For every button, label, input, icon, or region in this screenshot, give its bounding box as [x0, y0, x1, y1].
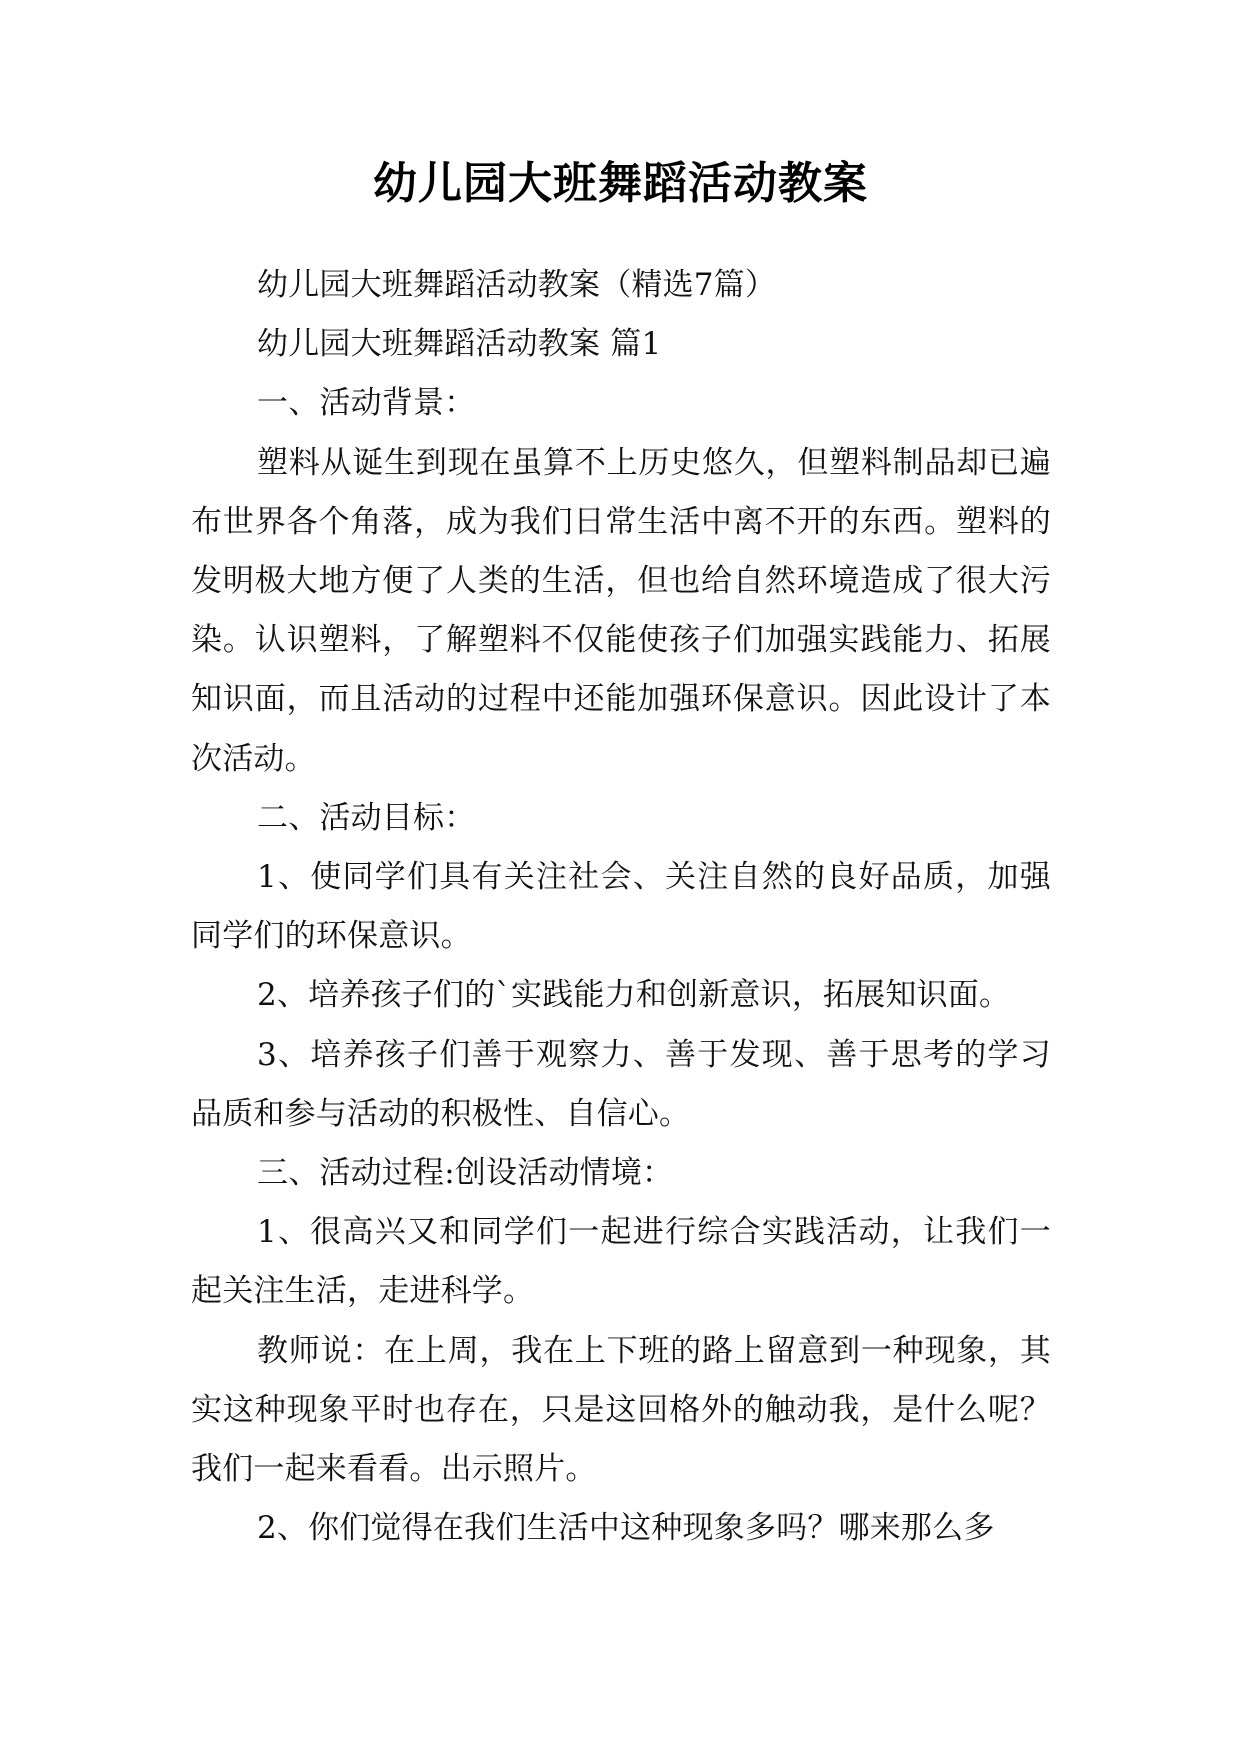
- paragraph-goal-1: 1、使同学们具有关注社会、关注自然的良好品质，加强同学们的环保意识。: [191, 859, 1051, 955]
- paragraph-heading-process: 三、活动过程:创设活动情境：: [257, 1155, 674, 1192]
- paragraph-process-2: 2、你们觉得在我们生活中这种现象多吗？哪来那么多: [257, 1510, 995, 1547]
- paragraph-heading-goals: 二、活动目标：: [257, 799, 476, 836]
- document-title: 幼儿园大班舞蹈活动教案: [373, 158, 868, 209]
- paragraph-section-heading: 幼儿园大班舞蹈活动教案 篇1: [257, 326, 662, 363]
- paragraph-process-1: 1、很高兴又和同学们一起进行综合实践活动，让我们一起关注生活，走进科学。: [191, 1214, 1051, 1310]
- paragraph-heading-background: 一、活动背景：: [257, 385, 476, 422]
- paragraph-goal-2: 2、培养孩子们的`实践能力和创新意识，拓展知识面。: [257, 977, 1011, 1014]
- paragraph-teacher-says: 教师说：在上周，我在上下班的路上留意到一种现象，其实这种现象平时也存在，只是这回格外的触动我，是什么呢？我们一起来看看。出示照片。: [191, 1332, 1051, 1488]
- paragraph-background-text: 塑料从诞生到现在虽算不上历史悠久，但塑料制品却已遍布世界各个角落，成为我们日常生活中离不开的东西。塑料的发明极大地方便了人类的生活，但也给自然环境造成了很大污染。认识塑料，了解塑料不仅能使孩子们加强实践能力、拓展知识面，而且活动的过程中还能加强环保意识。因此设计了本次活动。: [191, 444, 1051, 777]
- document-body: [191, 256, 1051, 1558]
- paragraph-goal-3: 3、培养孩子们善于观察力、善于发现、善于思考的学习品质和参与活动的积极性、自信心。: [191, 1036, 1051, 1132]
- paragraph-subtitle: 幼儿园大班舞蹈活动教案（精选7篇）: [257, 267, 777, 303]
